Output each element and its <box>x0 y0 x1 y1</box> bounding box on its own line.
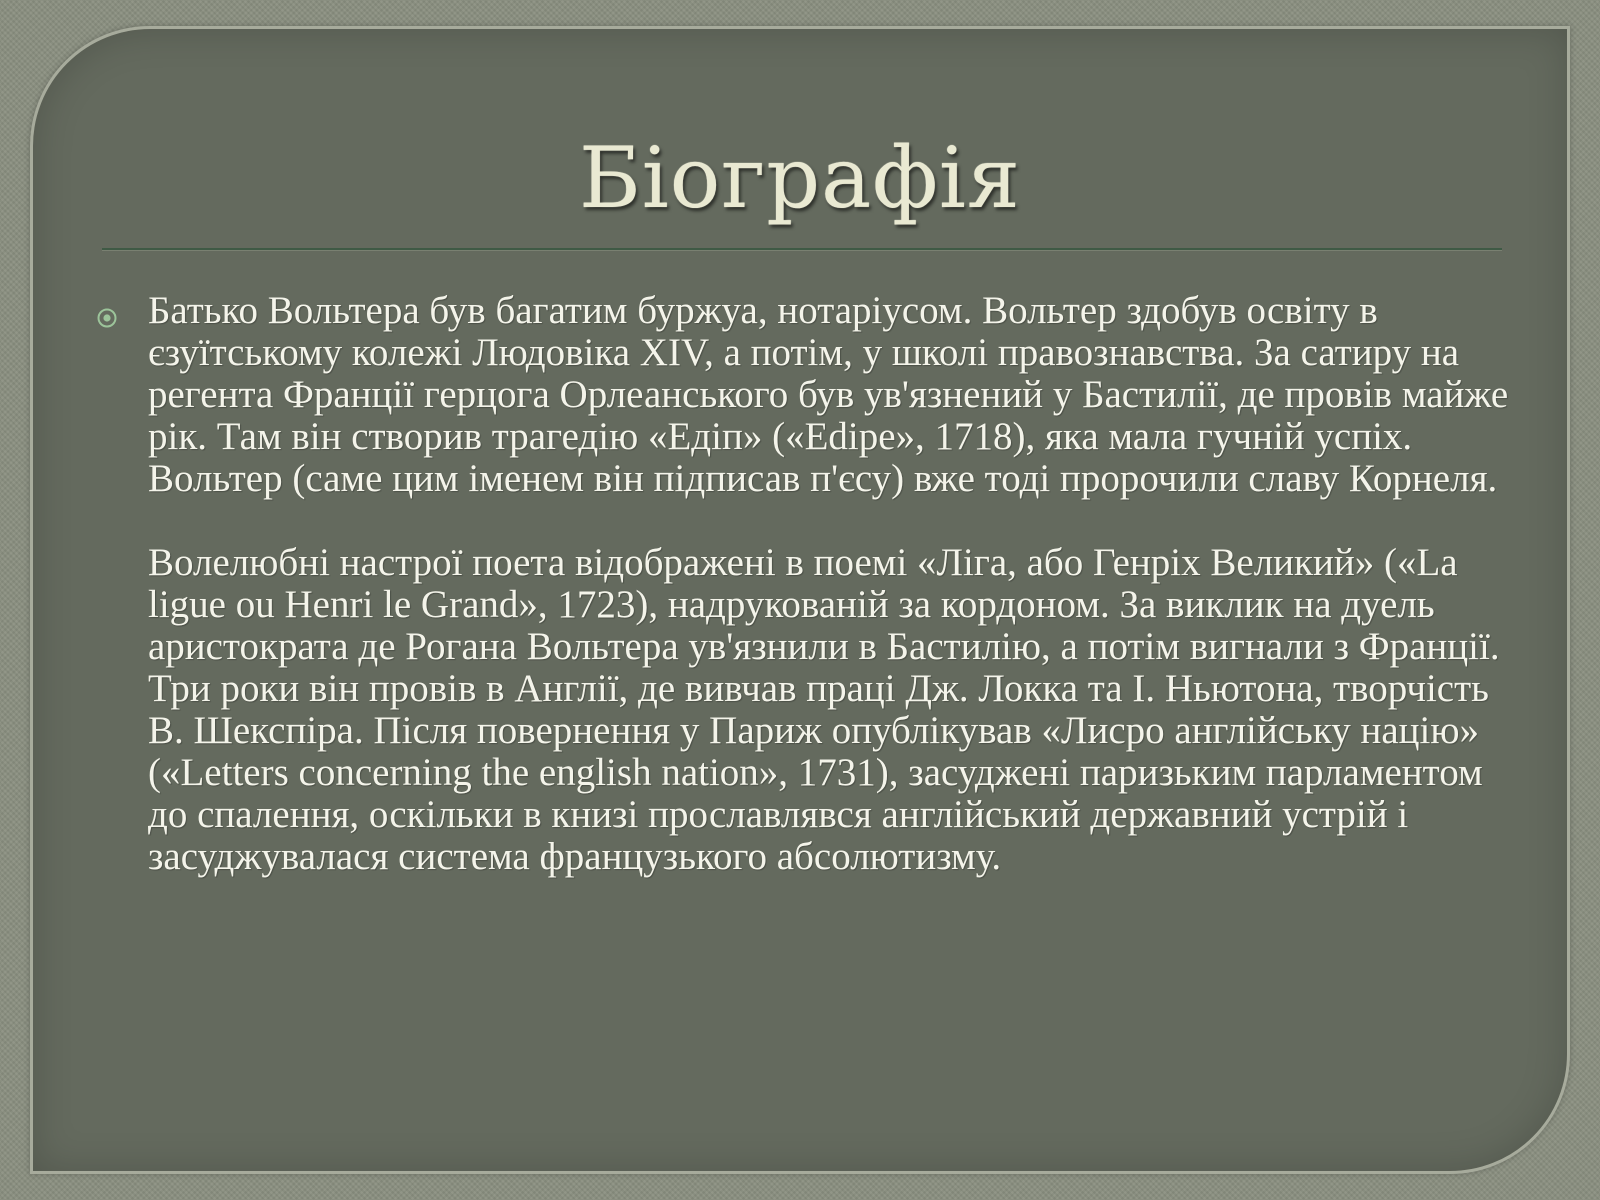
paragraph-exile: Волелюбні настрої поета відображені в поемі «Ліга, або Генріх Великий» («La ligue ou Henri le Grand», 1723), надрукованій за кордоном. За виклик на дуель аристократа де Рогана Вольтера ув'язнили в Бастилію, а потім вигнали з Франції. Три роки він провів в Англії, де вивчав праці Дж. Локка та І. Ньютона, творчість В. Шекспіра. Після повернення у Париж опублікував «Лисро англійську націю» («Letters concerning the english nation», 1731), засуджені паризьким парламентом до спалення, оскільки в книзі прославлявся англійський державний устрій і засуджувалася система французького абсолютизму. <box>148 541 1500 878</box>
paragraph-spacer <box>148 500 1518 542</box>
paragraph-education: Батько Вольтера був багатим буржуа, нотаріусом. Вольтер здобув освіту в єзуїтському колежі Людовіка XIV, а потім, у школі правознавства. За сатиру на регента Франції герцога Орлеанського був ув'язнений у Бастилії, де провів майже рік. Там він створив трагедію «Едіп» («Edipe», 1718), яка мала гучній успіх. Вольтер (саме цим іменем він підписав п'єсу) вже тоді пророчили славу Корнеля. <box>148 289 1509 500</box>
biography-text <box>148 290 1518 878</box>
title-divider <box>102 248 1502 250</box>
circled-dot-bullet-icon <box>96 307 118 329</box>
slide-title: Біографія <box>579 129 1021 227</box>
